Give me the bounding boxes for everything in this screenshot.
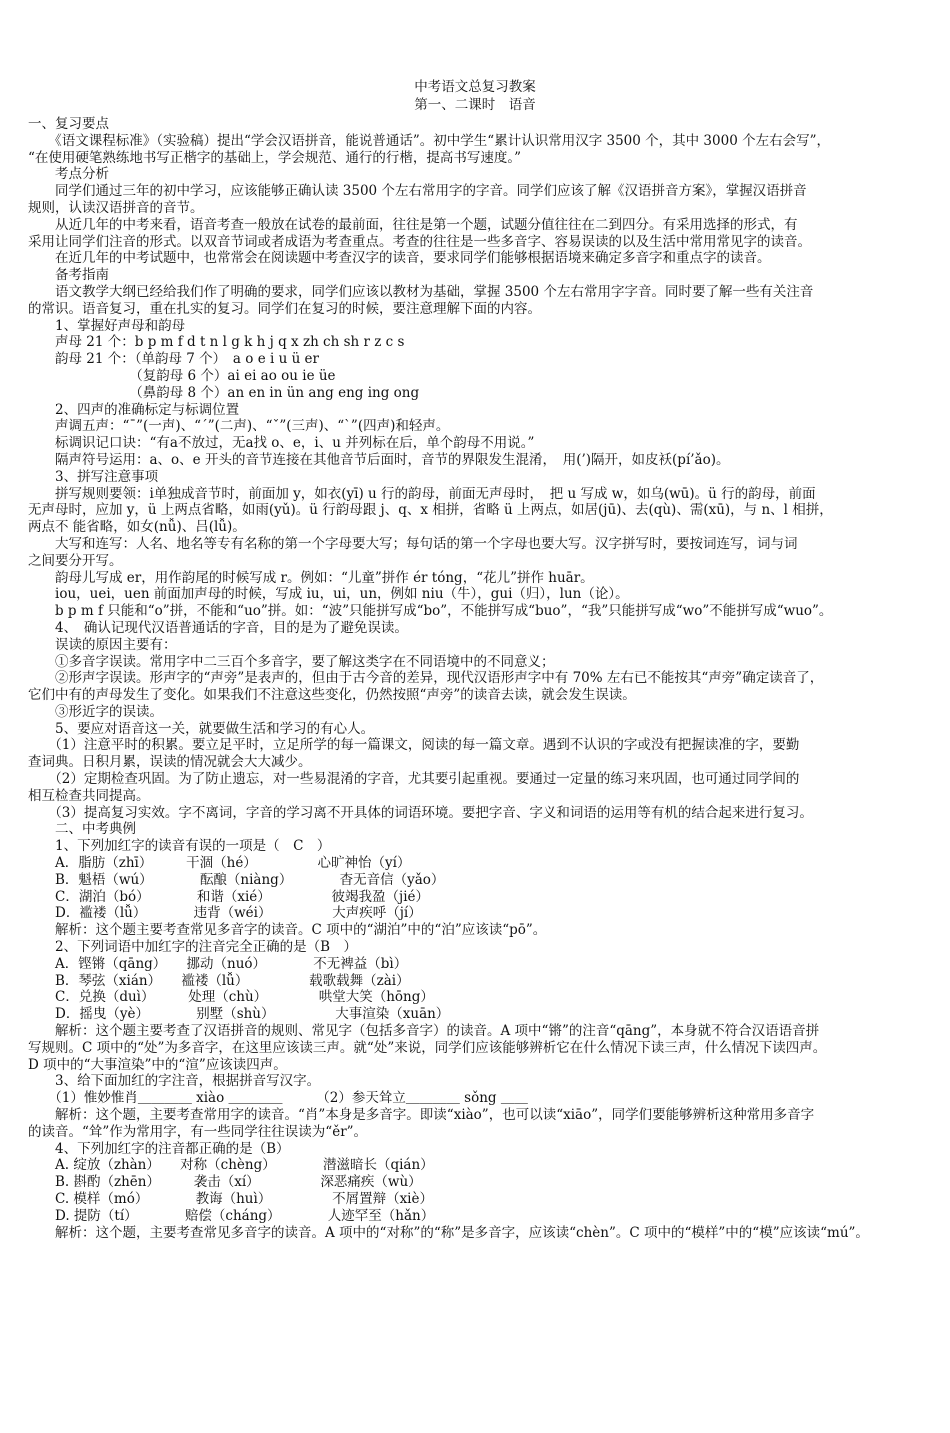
text-line: 语文教学大纲已经给我们作了明确的要求，同学们应该以教材为基础，掌握 3500 个左右常用字字音。同时要了解一些有关注音: [28, 283, 814, 300]
text-line: （3）提高复习实效。字不离词，字音的学习离不开具体的词语环境。要把字音、字义和词语的运用等有机的结合起来进行复习。: [28, 804, 813, 821]
text-line: 声母 21 个：b p m f d t n l g k h j q x zh ch sh r z c s: [28, 334, 405, 351]
text-line: 解析：这个题，主要考查常见多音字的读音。A 项中的“对称”的“称”是多音字，应该读“chèn”。C 项中的“模样”中的“模”应该读“mú”。: [28, 1224, 869, 1241]
text-line: 无声母时，应加 y，ü 上两点省略，如雨(yǔ)。ü 行韵母跟 j、q、x 相拼，省略 ü 上两点，如居(jū)、去(qù)、需(xū)，与 n、l 相拼，: [28, 502, 833, 519]
text-line: D．褴褛（lǚ） 违背（wéi） 大声疾呼（jí）: [28, 905, 422, 922]
text-line: 2、四声的准确标定与标调位置: [28, 401, 240, 418]
text-line: 相互检查共同提高。: [28, 787, 150, 804]
text-line: 同学们通过三年的初中学习，应该能够正确认读 3500 个左右常用字的字音。同学们应该了解《汉语拼音方案》，掌握汉语拼音: [28, 183, 807, 200]
text-line: 误读的原因主要有：: [28, 636, 177, 653]
text-line: C. 模样（mó） 教诲（huì） 不屑置辩（xiè）: [28, 1191, 433, 1207]
text-line: B．琴弦（xián） 褴褛（lǚ） 载歌载舞（zài）: [28, 972, 410, 989]
text-line: ①多音字误读。常用字中二三百个多音字，要了解这类字在不同语境中的不同意义；: [28, 653, 555, 670]
text-line: B. 斟酌（zhēn） 袭击（xí） 深恶痛疾（wù）: [28, 1174, 422, 1191]
text-line: （复韵母 6 个）ai ei ao ou ie üe: [28, 367, 336, 384]
text-line: 拼写规则要领：i单独成音节时，前面加 y，如衣(yī) u 行的韵母，前面无声母时， 把 u 写成 w，如乌(wū)。ü 行的韵母，前面: [28, 485, 816, 502]
text-line: 查词典。日积月累，误读的情况就会大大减少。: [28, 754, 312, 771]
text-line: 声调五声：“ˉ”(一声)、“ˊ”(二声)、“ˇ”(三声)、“ˋ”(四声)和轻声。: [28, 418, 450, 435]
text-line: B．魁梧（wú） 酝酿（niàng） 杳无音信（yǎo）: [28, 871, 445, 888]
text-line: 二、中考典例: [28, 821, 136, 838]
text-line: 两点不 能省略，如女(nǚ)、吕(lǚ)。: [28, 519, 246, 536]
document-body: [28, 116, 940, 1241]
text-line: 解析：这个题，主要考查常用字的读音。“肖”本身是多音字。即读“xiào”，也可以读“xiāo”，同学们要能够辨析这种常用多音字: [28, 1107, 815, 1124]
text-line: 韵母 21 个：（单韵母 7 个） a o e i u ü er: [28, 351, 319, 368]
text-line: iou，uei，uen 前面加声母的时候，写成 iu，ui，un，例如 niu（牛），gui（归），lun（论）。: [28, 586, 629, 603]
lesson-subtitle: 第一、二课时 语音: [414, 97, 536, 113]
text-line: ②形声字误读。形声字的“声旁”是表声的，但由于古今音的差异，现代汉语形声字中有 70% 左右已不能按其“声旁”确定读音了，: [28, 670, 824, 687]
text-line: （1）注意平时的积累。要立足平时，立足所学的每一篇课文，阅读的每一篇文章。遇到不认识的字或没有把握读准的字，要勤: [28, 737, 800, 754]
text-line: 2、下列词语中加红字的注音完全正确的是（B ）: [28, 939, 358, 956]
text-line: 1、下列加红字的读音有误的一项是（ C ）: [28, 838, 331, 855]
text-line: （1）惟妙惟肖＿＿＿＿ xiào ＿＿＿＿ （2）参天耸立＿＿＿＿ sǒng ＿＿: [28, 1090, 528, 1107]
text-line: A．铿锵（qāng） 挪动（nuó） 不无裨益（bì）: [28, 955, 408, 972]
text-line: 它们中有的声母发生了变化。如果我们不注意这些变化，仍然按照“声旁”的读音去读，就会发生误读。: [28, 687, 636, 704]
text-line: “在使用硬笔熟练地书写正楷字的基础上，学会规范、通行的行楷，提高书写速度。”: [28, 149, 522, 166]
text-line: 解析：这个题主要考查常见多音字的读音。C 项中的“湖泊”中的“泊”应该读“pō”。: [28, 922, 547, 939]
text-line: 《语文课程标准》（实验稿）提出“学会汉语拼音，能说普通话”。初中学生“累计认识常用汉字 3500 个，其中 3000 个左右会写”，: [28, 132, 830, 149]
text-line: 采用让同学们注音的形式。以双音节词或者成语为考查重点。考查的往往是一些多音字、容易误读的以及生活中常用常见字的读音。: [28, 233, 811, 250]
text-line: 4、 确认记现代汉语普通话的字音，目的是为了避免误读。: [28, 619, 408, 636]
text-line: ③形近字的误读。: [28, 703, 163, 720]
text-line: 的读音。“耸”作为常用字，有一些同学往往误读为“ěr”。: [28, 1123, 368, 1140]
document-title: 中考语文总复习教案: [414, 79, 536, 95]
text-line: 规则，认读汉语拼音的音节。: [28, 199, 204, 216]
text-line: D. 提防（tí） 赔偿（cháng） 人迹罕至（hǎn）: [28, 1207, 435, 1224]
text-line: 考点分析: [28, 166, 109, 183]
text-line: A．脂肪（zhī） 干涸（hé） 心旷神怡（yí）: [28, 855, 411, 872]
text-line: 5、要应对语音这一关，就要做生活和学习的有心人。: [28, 720, 375, 737]
text-line: b p m f 只能和“o”拼，不能和“uo”拼。如：“波”只能拼写成“bo”，不能拼写成“buo”，“我”只能拼写成“wo”不能拼写成“wuo”。: [28, 603, 833, 620]
text-line: C．湖泊（bó） 和谐（xié） 彼竭我盈（jié）: [28, 888, 430, 905]
text-line: 在近几年的中考试题中，也常常会在阅读题中考查汉字的读音，要求同学们能够根据语境来确定多音字和重点字的读音。: [28, 250, 771, 267]
text-line: 一、复习要点: [28, 116, 109, 132]
text-line: 解析：这个题主要考查了汉语拼音的规则、常见字（包括多音字）的读音。A 项中“锵”的注音“qāng”，本身就不符合汉语语音拼: [28, 1023, 820, 1040]
text-line: 4、下列加红字的注音都正确的是（B）: [28, 1140, 290, 1157]
text-line: 备考指南: [28, 267, 109, 284]
text-line: C．兑换（duì） 处理（chù） 哄堂大笑（hōng）: [28, 989, 434, 1006]
text-line: 韵母儿写成 er，用作韵尾的时候写成 r。例如：“儿童”拼作 ér tóng，“花儿”拼作 huār。: [28, 569, 594, 586]
text-line: 写规则。C 项中的“处”为多音字，在这里应该读三声。就“处”来说，同学们应该能够辨析它在什么情况下读三声，什么情况下读四声。: [28, 1039, 827, 1056]
text-line: D．摇曳（yè） 别墅（shù） 大事渲染（xuān）: [28, 1006, 450, 1023]
text-line: （2）定期检查巩固。为了防止遗忘，对一些易混淆的字音，尤其要引起重视。要通过一定量的练习来巩固，也可通过同学间的: [28, 771, 800, 788]
text-line: （鼻韵母 8 个）an en in ün ang eng ing ong: [28, 384, 420, 401]
text-line: 标调识记口诀：“有a不放过，无a找 o、e，i、u 并列标在后，单个韵母不用说。”: [28, 435, 535, 452]
text-line: 的常识。语音复习，重在扎实的复习。同学们在复习的时候，要注意理解下面的内容。: [28, 300, 541, 317]
text-line: 之间要分开写。: [28, 552, 123, 569]
text-line: 隔声符号运用：a、o、e 开头的音节连接在其他音节后面时，音节的界限发生混淆， 用(’)隔开，如皮袄(pí’ǎo)。: [28, 451, 730, 468]
text-line: 1、掌握好声母和韵母: [28, 317, 186, 334]
text-line: A. 绽放（zhàn） 对称（chèng） 潜滋暗长（qián）: [28, 1157, 434, 1174]
text-line: 从近几年的中考来看，语音考查一般放在试卷的最前面，往往是第一个题，试题分值往往在二到四分。有采用选择的形式，有: [28, 216, 798, 233]
text-line: 3、拼写注意事项: [28, 468, 159, 485]
text-line: 3、给下面加红的字注音，根据拼音写汉字。: [28, 1073, 321, 1090]
text-line: D 项中的“大事渲染”中的“渲”应该读四声。: [28, 1056, 287, 1073]
text-line: 大写和连写：人名、地名等专有名称的第一个字母要大写；每句话的第一个字母也要大写。汉字拼写时，要按词连写，词与词: [28, 535, 798, 552]
